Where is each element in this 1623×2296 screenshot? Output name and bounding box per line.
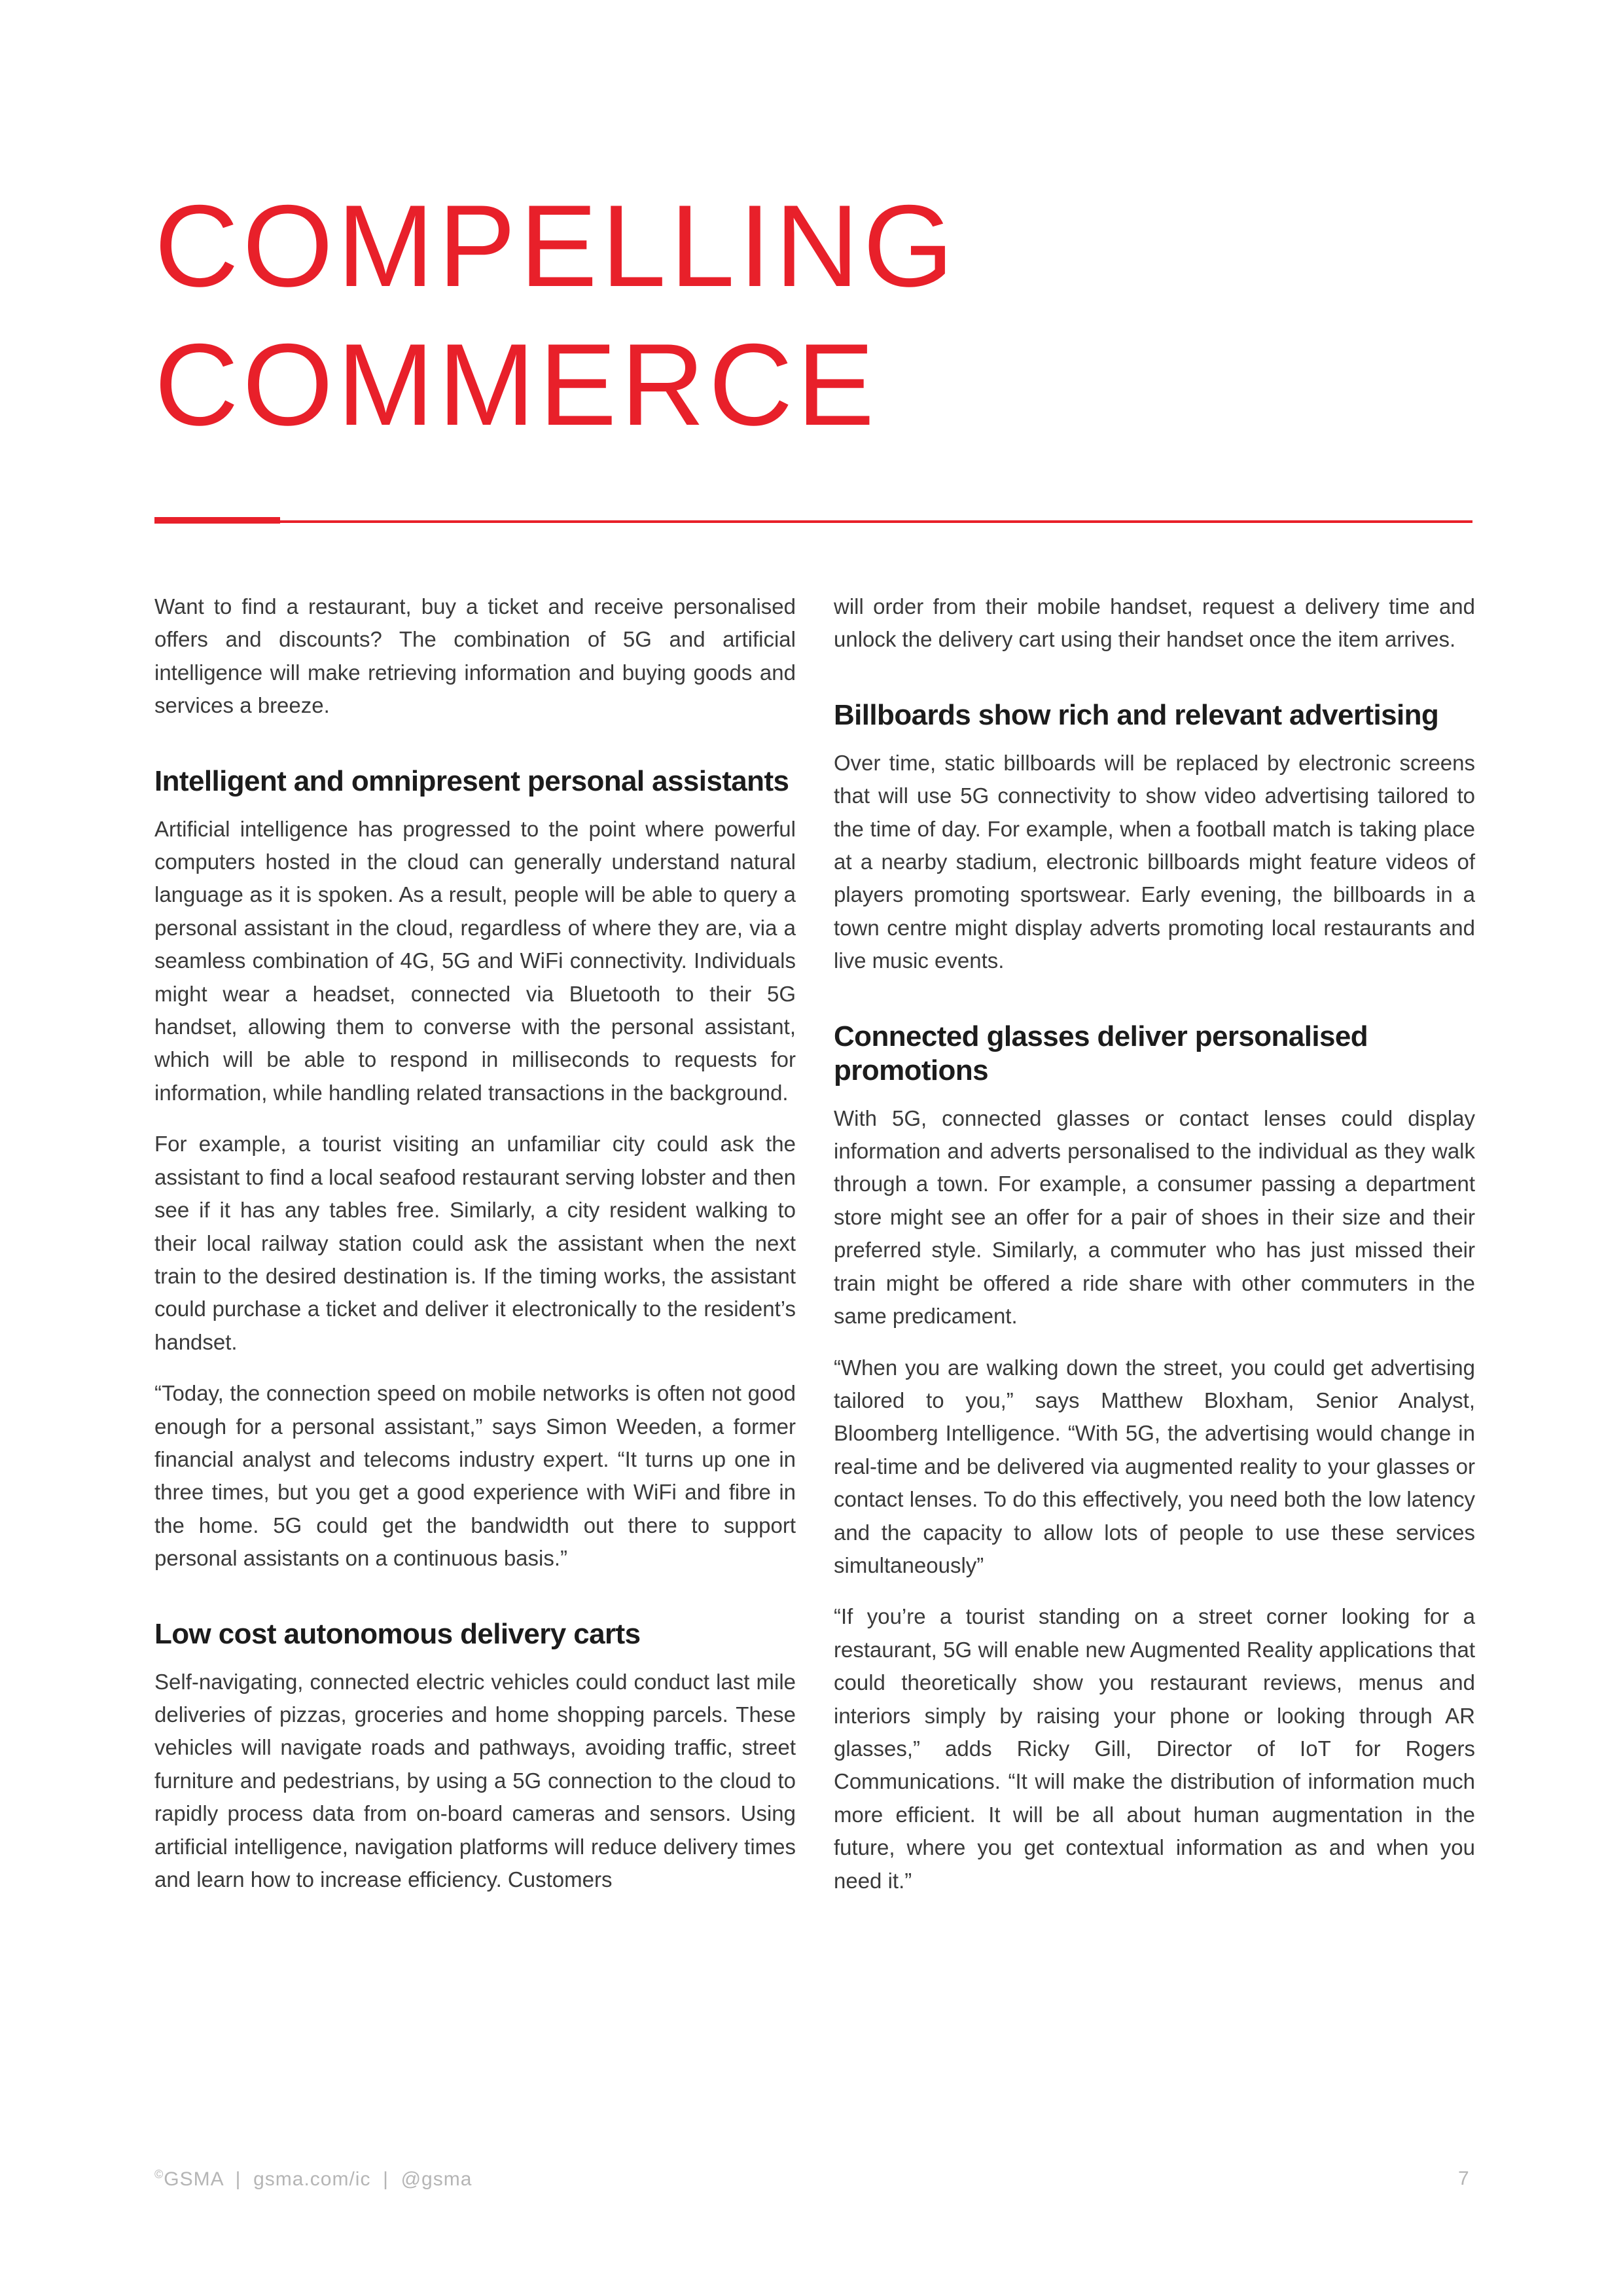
paragraph: Self-navigating, connected electric vehicles could conduct last mile deliveries of pizzas, groceries and home shopping parcels. These vehicles will navigate roads and pathways, avoiding traffic, street furniture and pedestrians, by using a 5G connection to the cloud to rapidly process data from on-board cameras and sensors. Using artificial intelligence, navigation platforms will reduce delivery times and learn how to increase efficiency. Customers	[154, 1669, 796, 1892]
intro-paragraph: Want to find a restaurant, buy a ticket and receive personalised offers and discounts? The combination of 5G and artificial intelligence will make retrieving information and buying goods and services a breeze.	[154, 594, 796, 718]
section-heading-billboards: Billboards show rich and relevant advertising	[834, 698, 1439, 731]
paragraph: Artificial intelligence has progressed to the point where powerful computers hosted in the cloud can generally understand natural language as it is spoken. As a result, people will be able to query a personal assistant in the cloud, regardless of where they are, via a seamless combination of 4G, 5G and WiFi connectivity. Individuals might wear a headset, connected via Bluetooth to their 5G handset, allowing them to converse with the personal assistant, which will be able to respond in milliseconds to requests for information, while handling related transactions in the background.	[154, 816, 796, 1105]
section-heading-delivery: Low cost autonomous delivery carts	[154, 1617, 641, 1650]
copyright-mark: ©	[154, 2168, 164, 2181]
right-column	[834, 590, 1475, 1916]
quote-paragraph: “When you are walking down the street, you could get advertising tailored to you,” says Matthew Bloxham, Senior Analyst, Bloomberg Intelligence. “With 5G, the advertising would change in real-time and be delivered via augmented reality to your glasses or contact lenses. To do this effectively, you need both the low latency and the capacity to allow lots of people to use these services simultaneously”	[834, 1355, 1475, 1577]
page-title-line-2: COMMERCE	[154, 319, 879, 450]
quote-paragraph: “Today, the connection speed on mobile networks is often not good enough for a personal assistant,” says Simon Weeden, a former financial analyst and telecoms industry expert. “It turns up one in three times, but you get a good experience with WiFi and fibre in the home. 5G could get the bandwidth out there to support personal assistants on a continuous basis.”	[154, 1381, 796, 1571]
page-number: 7	[1458, 2168, 1469, 2189]
title-divider-accent	[154, 517, 280, 524]
page-title	[154, 177, 957, 454]
quote-paragraph: “If you’re a tourist standing on a street corner looking for a restaurant, 5G will enable new Augmented Reality applications that could theoretically show you restaurant reviews, menus and interiors simply by raising your phone or looking through AR glasses,” adds Ricky Gill, Director of IoT for Rogers Communications. “It will make the distribution of information much more efficient. It will be all about human augmentation in the future, where you get contextual information as and when you need it.”	[834, 1604, 1475, 1893]
paragraph-continued: will order from their mobile handset, request a delivery time and unlock the delivery cart using their handset once the item arrives.	[834, 594, 1475, 652]
paragraph: For example, a tourist visiting an unfamiliar city could ask the assistant to find a local seafood restaurant serving lobster and then see if it has any tables free. Similarly, a city resident walking to their local railway station could ask the assistant when the next train to the desired destination is. If the timing works, the assistant could purchase a ticket and deliver it electronically to the resident’s handset.	[154, 1132, 796, 1354]
footer-credits	[154, 2168, 472, 2191]
page-title-line-1: COMPELLING	[154, 181, 958, 311]
title-divider	[154, 520, 1472, 523]
paragraph: With 5G, connected glasses or contact lenses could display information and adverts personalised to the individual as they walk through a town. For example, a consumer passing a department store might see an offer for a pair of shoes in their size and their preferred style. Similarly, a commuter who has just missed their train might be offered a ride share with other commuters in the same predicament.	[834, 1105, 1475, 1329]
left-column	[154, 590, 796, 1914]
paragraph: Over time, static billboards will be replaced by electronic screens that will use 5G connectivity to show video advertising tailored to the time of day. For example, when a football match is taking place at a nearby stadium, electronic billboards might feature videos of players promoting sportswear. Early evening, the billboards in a town centre might display adverts promoting local restaurants and live music events.	[834, 750, 1475, 973]
section-heading-glasses: Connected glasses deliver personalised promotions	[834, 1020, 1368, 1086]
footer-links: GSMA | gsma.com/ic | @gsma	[164, 2168, 473, 2190]
section-heading-assistants: Intelligent and omnipresent personal assistants	[154, 764, 789, 797]
